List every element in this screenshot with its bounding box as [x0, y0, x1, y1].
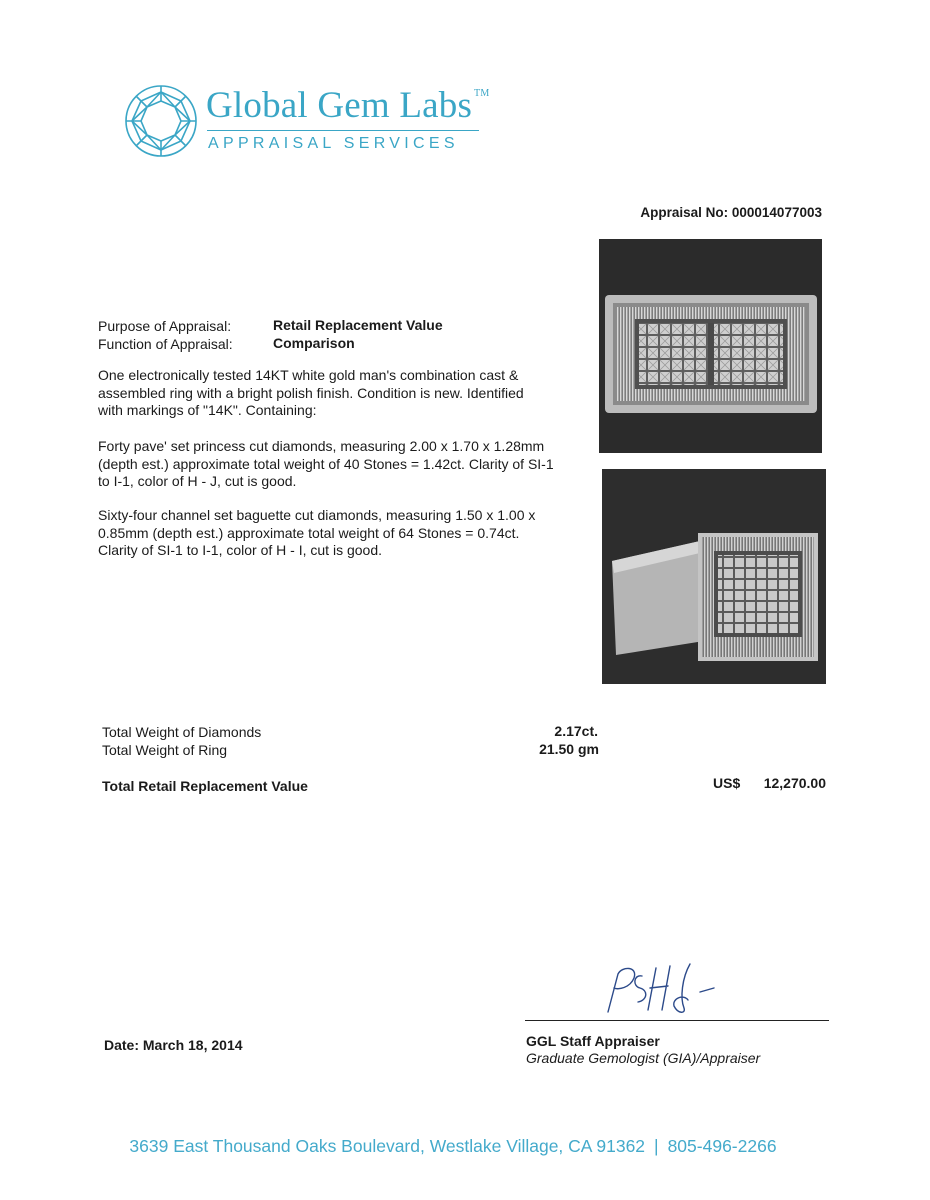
brand-subtitle: APPRAISAL SERVICES — [208, 135, 459, 152]
signature-line — [525, 1020, 829, 1021]
brand-name: Global Gem Labs ™ — [206, 85, 490, 126]
baguette-stones-description: Sixty-four channel set baguette cut diamonds, measuring 1.50 x 1.00 x 0.85mm (depth est.) approximate total weight of 64 Stones = 0.74ct. Clarity of SI-1 to I-1, color of H - I, cut is good. — [98, 507, 536, 558]
appraisal-number: Appraisal No: 000014077003 — [640, 205, 822, 220]
total-replacement-value: 12,270.00 — [763, 775, 826, 791]
appraisal-date: Date: March 18, 2014 — [104, 1037, 243, 1053]
ring-top-view-photo — [599, 239, 822, 453]
purpose-label: Purpose of Appraisal: — [98, 318, 232, 334]
item-description: One electronically tested 14KT white gold man's combination cast & assembled ring with a bright polish finish. Condition is new. Identified with markings of "14K". Containing: — [98, 367, 524, 418]
ring-angled-view-photo — [602, 469, 826, 684]
function-label: Function of Appraisal: — [98, 336, 233, 352]
footer-phone: 805-496-2266 — [667, 1136, 777, 1156]
total-replacement-label: Total Retail Replacement Value — [102, 778, 308, 794]
appraiser-credential: Graduate Gemologist (GIA)/Appraiser — [526, 1050, 761, 1066]
gem-logo-icon — [124, 84, 198, 158]
trademark: TM — [474, 88, 490, 99]
currency-label: US$ — [713, 775, 741, 791]
appraiser-signature — [598, 958, 728, 1018]
total-diamond-weight-value: 2.17ct. — [554, 723, 598, 739]
footer-contact — [0, 1136, 906, 1157]
footer-address: 3639 East Thousand Oaks Boulevard, Westlake Village, CA 91362 — [129, 1136, 646, 1156]
total-ring-weight-label: Total Weight of Ring — [102, 742, 228, 758]
footer-separator: | — [654, 1136, 659, 1156]
brand-rule — [207, 130, 479, 131]
function-value: Comparison — [273, 335, 355, 351]
total-diamond-weight-label: Total Weight of Diamonds — [102, 724, 262, 740]
appraiser-title: GGL Staff Appraiser — [526, 1033, 660, 1049]
pave-stones-description: Forty pave' set princess cut diamonds, measuring 2.00 x 1.70 x 1.28mm (depth est.) approximate total weight of 40 Stones = 1.42ct. Clarity of SI-1 to I-1, color of H - J, cut is good. — [98, 438, 554, 489]
total-ring-weight-value: 21.50 gm — [539, 741, 599, 757]
purpose-value: Retail Replacement Value — [273, 317, 443, 333]
